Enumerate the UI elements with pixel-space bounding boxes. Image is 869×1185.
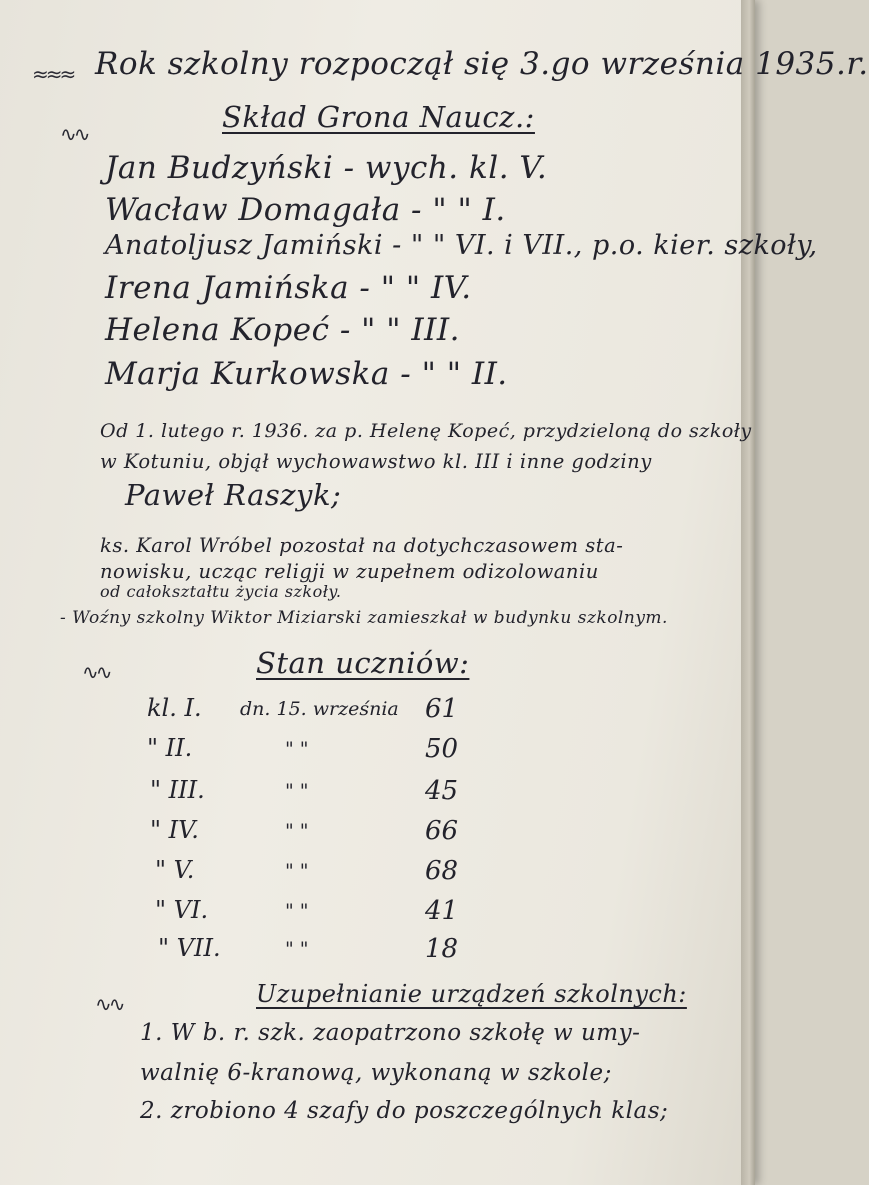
heading-school-equipment: Uzupełnianie urządzeń szkolnych: (256, 980, 687, 1008)
date-cell: " " (285, 820, 309, 842)
staff-entry: Helena Kopeć - " " III. (105, 312, 460, 348)
note-line: od całokształtu życia szkoły. (100, 582, 342, 601)
equipment-line: 1. W b. r. szk. zaopatrzono szkołę w umy- (140, 1020, 641, 1046)
count-cell: 41 (425, 896, 459, 926)
count-cell: 61 (425, 694, 459, 724)
date-cell: " " (285, 738, 309, 760)
staff-entry: Marja Kurkowska - " " II. (105, 356, 508, 392)
note-line: ks. Karol Wróbel pozostał na dotychczasowem sta- (100, 534, 624, 557)
date-cell: " " (285, 938, 309, 960)
date-cell: dn. 15. września (240, 698, 399, 720)
staff-entry: Jan Budzyński - wych. kl. V. (105, 150, 548, 186)
count-cell: 45 (425, 776, 459, 806)
count-cell: 50 (425, 734, 459, 764)
class-cell: " III. (150, 776, 205, 804)
heading-teaching-staff: Skład Grona Naucz.: (222, 100, 535, 134)
class-cell: " V. (155, 856, 195, 884)
staff-entry: Wacław Domagała - " " I. (105, 192, 506, 228)
count-cell: 18 (425, 934, 459, 964)
note-line: nowisku, ucząc religji w zupełnem odizolowaniu (100, 560, 599, 583)
section-mark: ∿∿ (60, 122, 88, 146)
date-cell: " " (285, 860, 309, 882)
class-cell: " IV. (150, 816, 199, 844)
count-cell: 66 (425, 816, 459, 846)
equipment-line: 2. zrobiono 4 szafy do poszczególnych klas; (140, 1098, 669, 1124)
note-line: Od 1. lutego r. 1936. za p. Helenę Kopeć, przydzieloną do szkoły (100, 420, 752, 442)
note-line: w Kotuniu, objął wychowawstwo kl. III i inne godziny (100, 450, 652, 473)
date-cell: " " (285, 900, 309, 922)
note-line: - Woźny szkolny Wiktor Miziarski zamieszkał w budynku szkolnym. (60, 608, 668, 628)
equipment-line: walnię 6-kranową, wykonaną w szkole; (140, 1060, 612, 1086)
staff-entry: Anatoljusz Jamiński - " " VI. i VII., p.o. kier. szkoły, (105, 230, 818, 261)
staff-entry: Irena Jamińska - " " IV. (105, 270, 472, 306)
class-cell: kl. I. (147, 694, 202, 722)
note-name: Paweł Raszyk; (125, 478, 342, 512)
heading-pupil-numbers: Stan uczniów: (256, 646, 470, 680)
ornament-mark: ≈≈≈ (32, 62, 74, 86)
school-year-start: Rok szkolny rozpoczął się 3.go września 1935.r. (95, 46, 869, 82)
class-cell: " II. (147, 734, 193, 762)
count-cell: 68 (425, 856, 459, 886)
class-cell: " VII. (158, 934, 221, 962)
class-cell: " VI. (155, 896, 209, 924)
page-edge (741, 0, 755, 1185)
section-mark: ∿∿ (95, 992, 123, 1016)
date-cell: " " (285, 780, 309, 802)
section-mark: ∿∿ (82, 660, 110, 684)
